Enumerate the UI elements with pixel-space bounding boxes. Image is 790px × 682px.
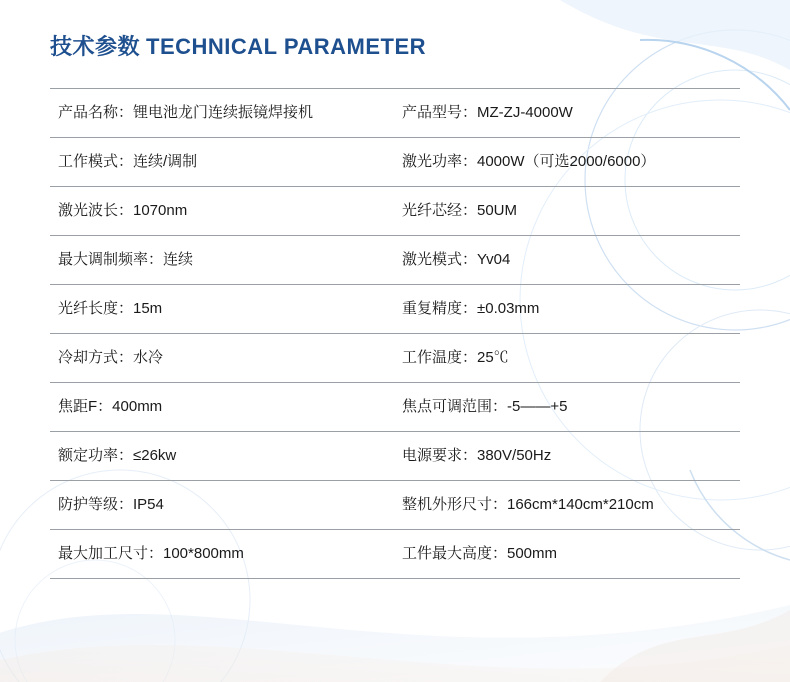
table-row — [50, 432, 740, 481]
spec-cell-right: 激光功率：4000W（可选2000/6000） — [402, 153, 656, 170]
spec-cell-right: 产品型号：MZ-ZJ-4000W — [402, 104, 573, 121]
spec-cell-right: 工件最大高度：500mm — [402, 545, 558, 562]
spec-cell-left: 防护等级：IP54 — [58, 496, 164, 513]
spec-cell-right: 焦点可调范围：-5——+5 — [402, 398, 568, 415]
spec-cell-left: 额定功率：≤26kw — [58, 447, 177, 464]
page-title — [50, 30, 426, 61]
spec-cell-left: 冷却方式：水冷 — [58, 349, 164, 366]
spec-cell-right: 电源要求：380V/50Hz — [402, 447, 552, 464]
spec-cell-left: 激光波长：1070nm — [58, 202, 188, 219]
spec-cell-left: 焦距F：400mm — [58, 398, 163, 415]
table-row — [50, 187, 740, 236]
spec-table — [50, 88, 740, 579]
spec-cell-right: 重复精度：±0.03mm — [402, 300, 540, 317]
table-row — [50, 481, 740, 530]
table-row — [50, 236, 740, 285]
spec-cell-right: 工作温度：25℃ — [402, 349, 509, 366]
page-title-en: TECHNICAL PARAMETER — [146, 34, 427, 59]
table-row — [50, 88, 740, 138]
spec-cell-right: 激光模式：Yv04 — [402, 251, 511, 268]
table-row — [50, 383, 740, 432]
table-row — [50, 285, 740, 334]
spec-cell-right: 光纤芯经：50UM — [402, 202, 518, 219]
table-row — [50, 334, 740, 383]
table-row — [50, 530, 740, 579]
spec-cell-left: 最大加工尺寸：100*800mm — [58, 545, 244, 562]
table-row — [50, 138, 740, 187]
page-title-cn: 技术参数 — [50, 34, 141, 59]
spec-cell-left: 产品名称：锂电池龙门连续振镜焊接机 — [58, 104, 314, 121]
spec-cell-right: 整机外形尺寸：166cm*140cm*210cm — [402, 496, 654, 513]
spec-cell-left: 工作模式：连续/调制 — [58, 153, 198, 170]
spec-cell-left: 光纤长度：15m — [58, 300, 163, 317]
spec-cell-left: 最大调制频率：连续 — [58, 251, 194, 268]
